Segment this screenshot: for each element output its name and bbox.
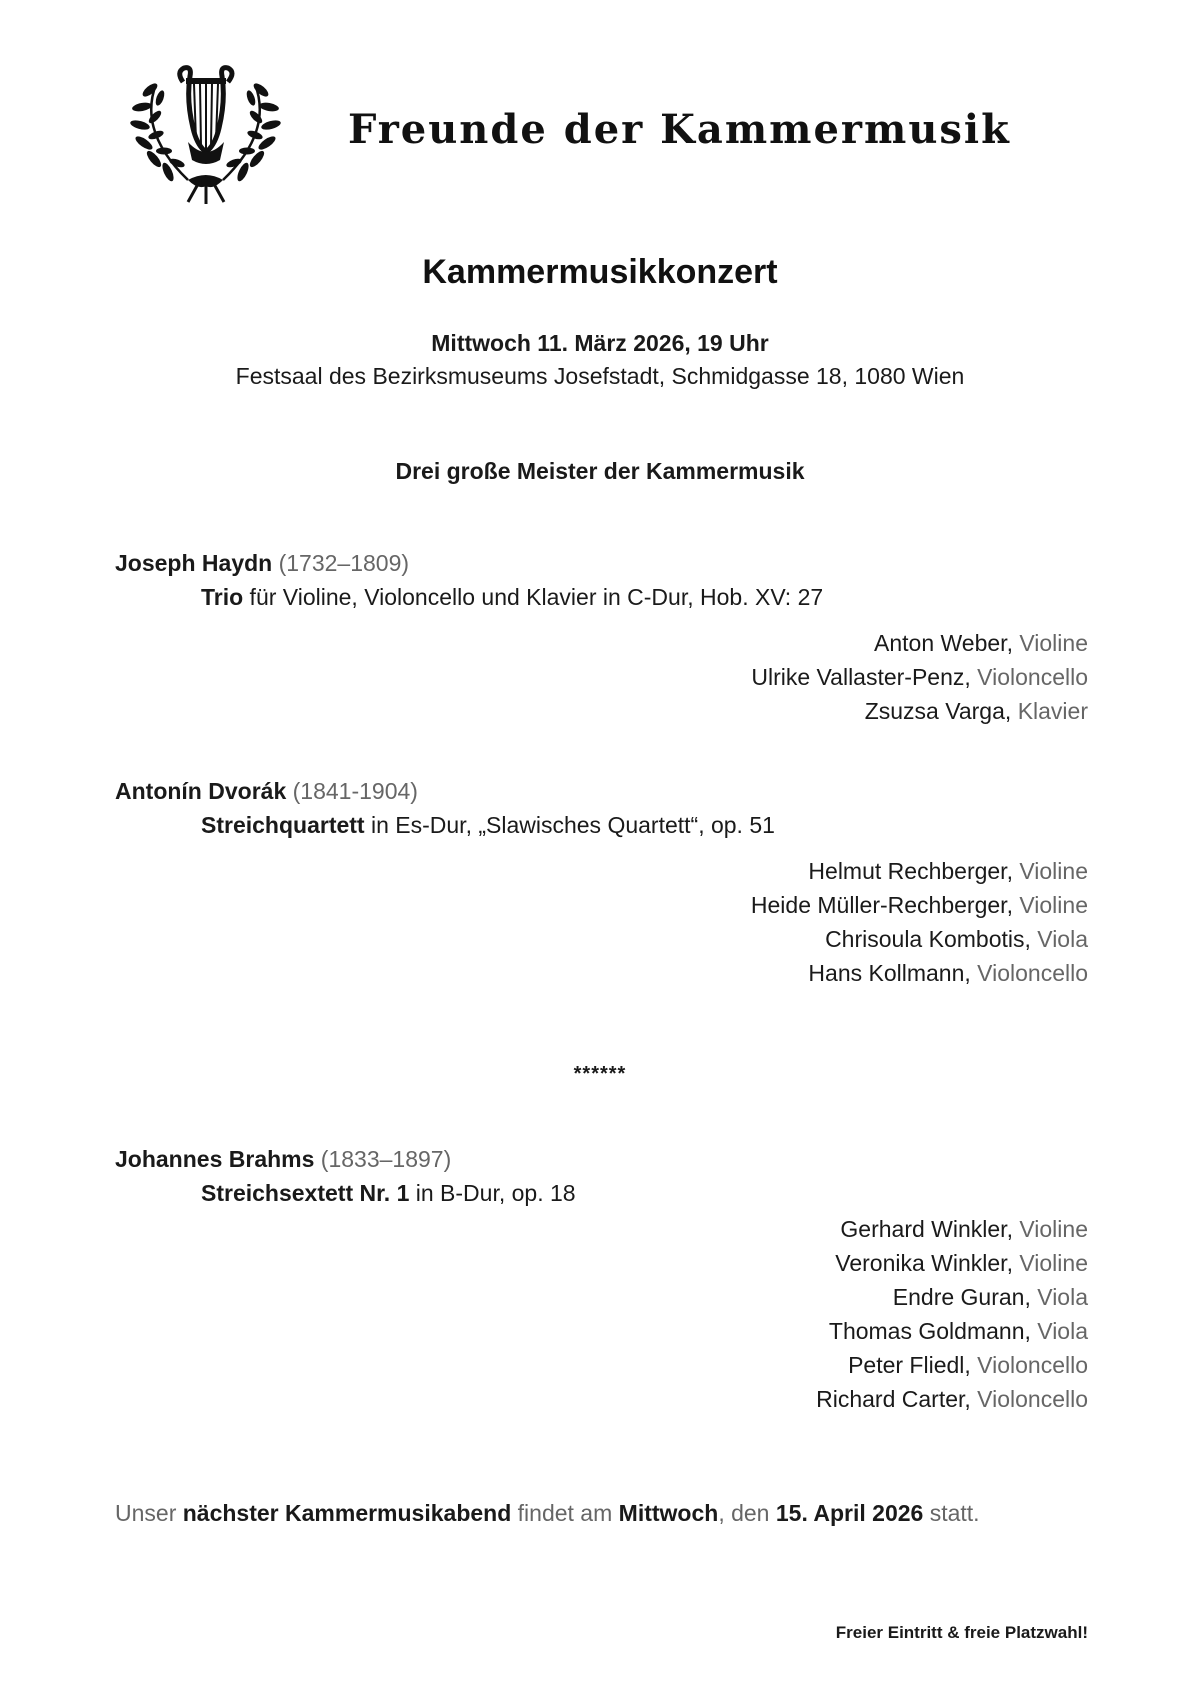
performer-instrument: Viola [1037,1318,1088,1344]
performer-sep: , [1024,1284,1038,1310]
performer-name: Hans Kollmann [808,960,965,986]
performer-instrument: Viola [1037,926,1088,952]
performer-instrument: Klavier [1017,698,1088,724]
performer-name: Zsuzsa Varga [864,698,1005,724]
work-name: Streichsextett Nr. 1 [201,1180,410,1206]
work-detail: in B-Dur, op. 18 [409,1180,576,1206]
performer-instrument: Violine [1019,892,1088,918]
performers-brahms [816,1212,1088,1416]
composer-brahms [115,1146,451,1173]
performer-instrument: Violoncello [977,664,1088,690]
work-brahms [201,1180,576,1207]
program-subtitle: Drei große Meister der Kammermusik [395,458,805,484]
performer-name: Peter Fliedl [848,1352,965,1378]
performer [816,1348,1088,1382]
performer-name: Chrisoula Kombotis [825,926,1025,952]
composer-haydn [115,550,409,577]
performer-sep: , [1006,630,1020,656]
work-dvorak [201,812,775,839]
performer [816,1212,1088,1246]
performer [816,1246,1088,1280]
performer-sep: , [1006,1250,1020,1276]
performer-name: Veronika Winkler [835,1250,1007,1276]
next-concert-note [115,1500,980,1527]
performer-sep: , [1006,892,1020,918]
performer-instrument: Violine [1019,630,1088,656]
composer-name: Antonín Dvorák [115,778,287,804]
lyre-laurel-wreath-icon [128,62,283,207]
performer [751,660,1088,694]
performer-instrument: Violoncello [977,1352,1088,1378]
next-text: statt. [923,1500,980,1526]
work-haydn [201,584,823,611]
work-detail: in Es-Dur, „Slawisches Quartett“, op. 51 [364,812,775,838]
event-date: Mittwoch 11. März 2026, 19 Uhr [431,330,769,356]
performer-name: Ulrike Vallaster-Penz [751,664,965,690]
next-highlight: Mittwoch [618,1500,719,1526]
composer-years: (1833–1897) [320,1146,452,1172]
performer-instrument: Violine [1019,1216,1088,1242]
work-detail: für Violine, Violoncello und Klavier in C-Dur, Hob. XV: 27 [243,584,824,610]
performer-sep: , [1024,1318,1038,1344]
intermission-separator: ****** [573,1063,627,1085]
composer-years: (1841-1904) [292,778,418,804]
next-text: findet am [511,1500,619,1526]
performer [816,1382,1088,1416]
performer-instrument: Viola [1037,1284,1088,1310]
composer-name: Johannes Brahms [115,1146,315,1172]
performers-haydn [751,626,1088,728]
next-highlight: 15. April 2026 [775,1500,924,1526]
header [128,62,1028,207]
free-entry-note: Freier Eintritt & freie Platzwahl! [835,1623,1088,1642]
performer-instrument: Violoncello [977,960,1088,986]
composer-dvorak [115,778,418,805]
performer [751,694,1088,728]
performer-sep: , [1024,926,1038,952]
work-name: Streichquartett [201,812,365,838]
performer-instrument: Violoncello [977,1386,1088,1412]
next-highlight: nächster Kammermusikabend [182,1500,512,1526]
performer-sep: , [964,1386,978,1412]
performer-instrument: Violine [1019,858,1088,884]
performer-name: Thomas Goldmann [828,1318,1025,1344]
performer-sep: , [1006,1216,1020,1242]
performer-name: Richard Carter [816,1386,965,1412]
next-text: Unser [115,1500,183,1526]
performer-instrument: Violine [1019,1250,1088,1276]
performer [751,956,1088,990]
performer-sep: , [964,664,978,690]
event-title: Kammermusikkonzert [422,253,778,291]
performer [751,626,1088,660]
performer-sep: , [964,1352,978,1378]
performer-name: Helmut Rechberger [808,858,1007,884]
performer [816,1314,1088,1348]
performer-name: Anton Weber [874,630,1007,656]
composer-years: (1732–1809) [278,550,410,576]
performer [816,1280,1088,1314]
performer [751,854,1088,888]
performer-name: Heide Müller-Rechberger [750,892,1007,918]
performer [751,922,1088,956]
performer-sep: , [964,960,978,986]
composer-name: Joseph Haydn [115,550,273,576]
performer-name: Endre Guran [892,1284,1025,1310]
performer-sep: , [1004,698,1018,724]
next-text: , den [718,1500,776,1526]
performers-dvorak [751,854,1088,990]
event-venue: Festsaal des Bezirksmuseums Josefstadt, Schmidgasse 18, 1080 Wien [235,363,965,389]
performer-sep: , [1006,858,1020,884]
organization-name: Freunde der Kammermusik [348,106,1011,153]
work-name: Trio [201,584,244,610]
performer [751,888,1088,922]
performer-name: Gerhard Winkler [840,1216,1007,1242]
